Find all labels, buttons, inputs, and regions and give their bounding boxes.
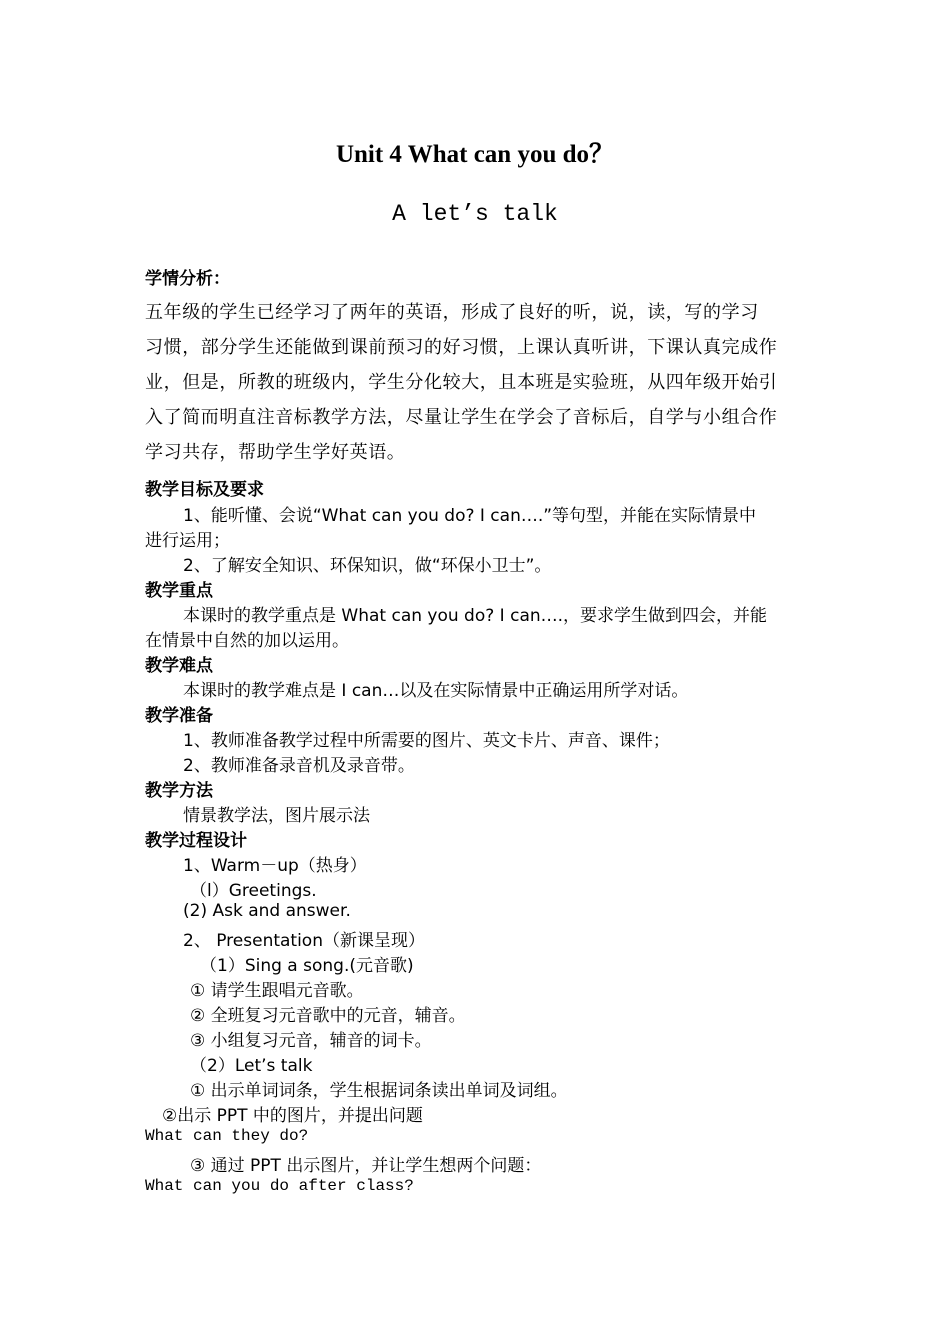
process-step: 1、Warm－up（热身）	[183, 856, 367, 876]
goals-heading: 教学目标及要求	[145, 480, 264, 500]
process-substep: （l）Greetings.	[190, 881, 317, 901]
goal-item-continued: 进行运用；	[145, 531, 230, 551]
process-detail: ③ 通过 PPT 出示图片，并让学生想两个问题：	[190, 1156, 542, 1176]
document-subtitle: A let’s talk	[392, 201, 558, 227]
process-detail: ① 出示单词词条，学生根据词条读出单词及词组。	[190, 1081, 568, 1101]
prep-item: 2、教师准备录音机及录音带。	[183, 756, 415, 776]
analysis-heading: 学情分析：	[145, 269, 230, 289]
question-text: What can they do?	[145, 1127, 309, 1145]
process-detail: ① 请学生跟唱元音歌。	[190, 981, 364, 1001]
document-title: Unit 4 What can you do？	[335, 141, 615, 168]
method-text: 情景教学法，图片展示法	[183, 806, 370, 826]
prep-heading: 教学准备	[145, 706, 213, 726]
process-substep: （1）Sing a song.(元音歌)	[200, 956, 414, 976]
analysis-line: 习惯，部分学生还能做到课前预习的好习惯，上课认真听讲，下课认真完成作	[145, 337, 778, 358]
analysis-line: 五年级的学生已经学习了两年的英语，形成了良好的听，说，读，写的学习	[145, 302, 759, 323]
process-step: 2、 Presentation（新课呈现）	[183, 931, 425, 951]
process-detail: ③ 小组复习元音，辅音的词卡。	[190, 1031, 432, 1051]
analysis-line: 入了简而明直注音标教学方法，尽量让学生在学会了音标后，自学与小组合作	[145, 407, 778, 428]
key-text-continued: 在情景中自然的加以运用。	[145, 631, 349, 651]
process-heading: 教学过程设计	[145, 831, 247, 851]
process-detail: ②出示 PPT 中的图片，并提出问题	[162, 1106, 423, 1126]
difficulty-heading: 教学难点	[145, 656, 213, 676]
process-substep: （2）Let’s talk	[190, 1056, 313, 1076]
analysis-line: 学习共存，帮助学生学好英语。	[145, 442, 406, 463]
key-heading: 教学重点	[145, 581, 213, 601]
key-text: 本课时的教学重点是 What can you do? I can….，要求学生做到四会，并能	[183, 606, 768, 626]
prep-item: 1、教师准备教学过程中所需要的图片、英文卡片、声音、课件；	[183, 731, 670, 751]
goal-item: 1、能听懂、会说“What can you do? I can….”等句型，并能在实际情景中	[183, 506, 757, 526]
goal-item: 2、了解安全知识、环保知识，做“环保小卫士”。	[183, 556, 552, 576]
difficulty-text: 本课时的教学难点是 I can…以及在实际情景中正确运用所学对话。	[183, 681, 689, 701]
process-detail: ② 全班复习元音歌中的元音，辅音。	[190, 1006, 466, 1026]
process-substep: (2) Ask and answer.	[183, 901, 351, 921]
question-text: What can you do after class?	[145, 1177, 414, 1195]
analysis-line: 业，但是，所教的班级内，学生分化较大，且本班是实验班，从四年级开始引	[145, 372, 778, 393]
method-heading: 教学方法	[145, 781, 213, 801]
